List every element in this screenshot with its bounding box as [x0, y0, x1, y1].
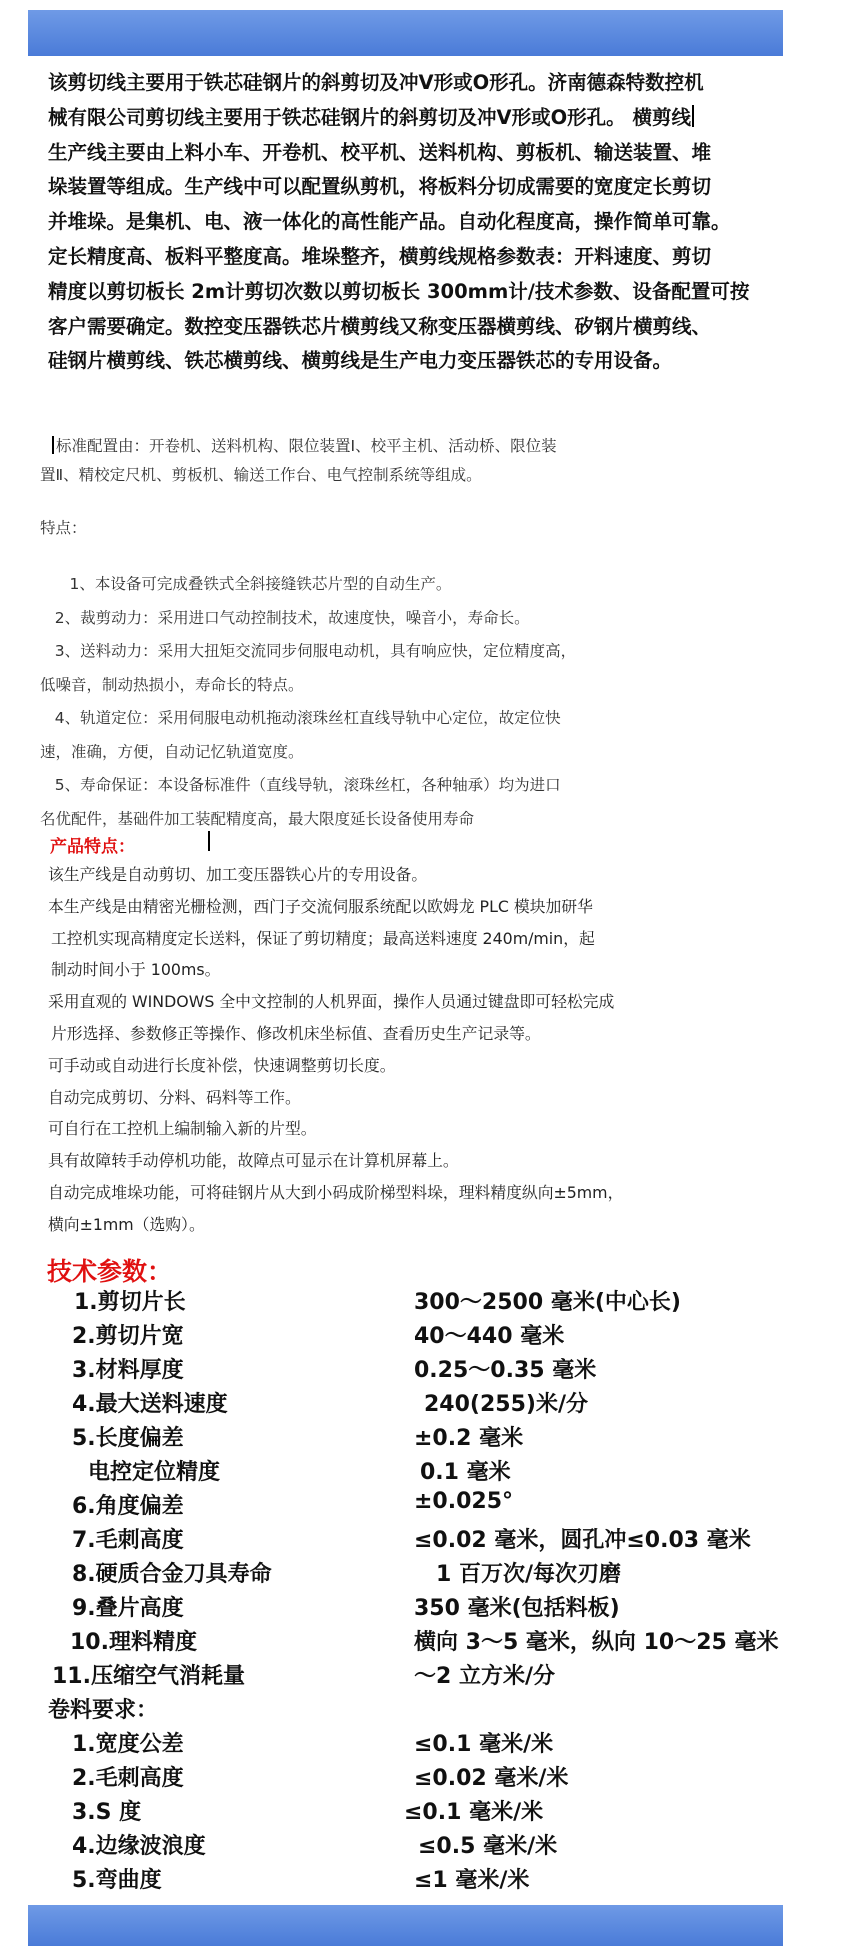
- feature-line: 5、寿命保证：本设备标准件（直线导轨，滚珠丝杠，各种轴承）均为进口: [40, 776, 561, 794]
- feature-line: 1、本设备可完成叠铁式全斜接缝铁芯片型的自动生产。: [40, 575, 452, 593]
- param-value: 300～2500 毫米(中心长): [414, 1290, 681, 1315]
- param-value: ～2 立方米/分: [414, 1664, 556, 1689]
- product-feature-line: 采用直观的 WINDOWS 全中文控制的人机界面，操作人员通过键盘即可轻松完成: [48, 992, 615, 1012]
- intro-paragraph: [48, 66, 778, 379]
- feature-line: 低噪音，制动热损小，寿命长的特点。: [40, 675, 304, 694]
- param-row: [0, 1387, 867, 1419]
- param-value: 40～440 毫米: [414, 1324, 565, 1349]
- standard-config-line: 标准配置由：开卷机、送料机构、限位装置Ⅰ、校平主机、活动桥、限位装: [40, 432, 780, 461]
- coil-label: 1.宽度公差: [72, 1732, 184, 1757]
- text-caret: [208, 831, 210, 851]
- coil-label: 3.S 度: [72, 1800, 142, 1825]
- features-heading: 特点：: [40, 519, 87, 537]
- feature-line: 2、裁剪动力：采用进口气动控制技术，故速度快，噪音小，寿命长。: [40, 608, 530, 627]
- bottom-banner-bar: [28, 1905, 783, 1946]
- param-value: ±0.2 毫米: [414, 1426, 524, 1451]
- param-label: 9.叠片高度: [72, 1596, 184, 1621]
- param-label: 2.剪切片宽: [72, 1324, 184, 1349]
- product-feature-line: 片形选择、参数修正等操作、修改机床坐标值、查看历史生产记录等。: [51, 1023, 541, 1043]
- intro-line: 客户需要确定。数控变压器铁芯片横剪线又称变压器横剪线、矽钢片横剪线、: [48, 314, 712, 338]
- product-feature-line: 自动完成堆垛功能，可将硅钢片从大到小码成阶梯型料垛，理料精度纵向±5mm，: [48, 1182, 624, 1202]
- product-feature-line: 可手动或自动进行长度补偿，快速调整剪切长度。: [48, 1055, 396, 1075]
- param-value: 0.25～0.35 毫米: [414, 1358, 597, 1383]
- coil-row: [0, 1727, 867, 1759]
- param-label: 4.最大送料速度: [72, 1392, 228, 1417]
- param-row: [0, 1421, 867, 1453]
- param-row: [0, 1285, 867, 1317]
- param-row: [0, 1625, 867, 1657]
- coil-value: ≤0.1 毫米/米: [404, 1800, 544, 1825]
- standard-config-line: 置Ⅱ、精校定尺机、剪板机、输送工作台、电气控制系统等组成。: [40, 466, 482, 484]
- param-label: 5.长度偏差: [72, 1426, 184, 1451]
- coil-label: 2.毛刺高度: [72, 1766, 184, 1791]
- coil-value: ≤0.5 毫米/米: [418, 1834, 558, 1859]
- param-label: 10.理料精度: [70, 1630, 197, 1655]
- intro-line: 该剪切线主要用于铁芯硅钢片的斜剪切及冲Ⅴ形或O形孔。济南德森特数控机: [48, 71, 704, 94]
- param-label: 8.硬质合金刀具寿命: [72, 1562, 272, 1587]
- param-label: 7.毛刺高度: [72, 1528, 184, 1553]
- tech-params-heading: 技术参数：: [47, 1257, 173, 1286]
- coil-row: [0, 1829, 867, 1861]
- standard-config-paragraph: [40, 432, 780, 490]
- product-feature-line: 本生产线是由精密光栅检测，西门子交流伺服系统配以欧姆龙 PLC 模块加研华: [48, 896, 593, 916]
- param-value: 1 百万次/每次刃磨: [436, 1562, 622, 1587]
- coil-row: [0, 1795, 867, 1827]
- text-caret: [692, 105, 694, 127]
- product-feature-line: 自动完成剪切、分料、码料等工作。: [48, 1087, 301, 1107]
- param-value: ±0.025°: [414, 1489, 514, 1514]
- intro-line: 精度以剪切板长 2m计剪切次数以剪切板长 300mm计/技术参数、设备配置可按: [48, 279, 750, 303]
- coil-value: ≤0.02 毫米/米: [414, 1766, 569, 1791]
- coil-value: ≤0.1 毫米/米: [414, 1732, 554, 1757]
- param-label: 1.剪切片长: [74, 1290, 186, 1315]
- coil-label: 5.弯曲度: [72, 1868, 162, 1893]
- param-value: 0.1 毫米: [420, 1460, 511, 1485]
- coil-row: [0, 1863, 867, 1895]
- product-feature-line: 具有故障转手动停机功能，故障点可显示在计算机屏幕上。: [48, 1151, 459, 1171]
- coil-row: [0, 1761, 867, 1793]
- text-caret: [52, 436, 54, 454]
- product-feature-line: 制动时间小于 100ms。: [51, 960, 221, 980]
- intro-line: 生产线主要由上料小车、开卷机、校平机、送料机构、剪板机、输送装置、堆: [48, 140, 712, 164]
- intro-line: 定长精度高、板料平整度高。堆垛整齐，横剪线规格参数表：开料速度、剪切: [48, 244, 712, 268]
- param-row: [0, 1455, 867, 1487]
- intro-line: 垛装置等组成。生产线中可以配置纵剪机，将板料分切成需要的宽度定长剪切: [48, 175, 712, 199]
- param-value: 350 毫米(包括料板): [414, 1596, 620, 1621]
- feature-line: 速，准确，方便，自动记忆轨道宽度。: [40, 742, 304, 761]
- param-label: 电控定位精度: [88, 1460, 221, 1485]
- param-row: [0, 1489, 867, 1521]
- product-feature-line: 横向±1mm（选购）。: [48, 1214, 205, 1234]
- feature-line: 4、轨道定位：采用伺服电动机拖动滚珠丝杠直线导轨中心定位，故定位快: [40, 709, 561, 727]
- intro-line: 并堆垛。是集机、电、液一体化的高性能产品。自动化程度高，操作简单可靠。: [48, 210, 731, 234]
- product-features-list: [48, 859, 788, 1241]
- product-features-heading: 产品特点：: [50, 837, 135, 857]
- param-row: [0, 1319, 867, 1351]
- param-value: 240(255)米/分: [424, 1392, 588, 1417]
- param-row: [0, 1523, 867, 1555]
- param-label: 11.压缩空气消耗量: [52, 1664, 245, 1689]
- param-label: 6.角度偏差: [72, 1494, 184, 1519]
- param-label: 3.材料厚度: [72, 1358, 184, 1383]
- param-row: [0, 1353, 867, 1385]
- intro-line: 硅钢片横剪线、铁芯横剪线、横剪线是生产电力变压器铁芯的专用设备。: [48, 349, 673, 373]
- param-row: [0, 1659, 867, 1691]
- coil-value: ≤1 毫米/米: [414, 1868, 530, 1893]
- features-list: [40, 568, 780, 836]
- param-row: [0, 1557, 867, 1589]
- param-row: [0, 1591, 867, 1623]
- product-feature-line: 可自行在工控机上编制输入新的片型。: [48, 1119, 317, 1139]
- coil-label: 4.边缘波浪度: [72, 1834, 206, 1859]
- top-banner-bar: [28, 10, 783, 56]
- feature-line: 名优配件，基础件加工装配精度高，最大限度延长设备使用寿命: [40, 809, 475, 828]
- coil-requirements-heading: 卷料要求：: [48, 1698, 159, 1723]
- product-feature-line: 该生产线是自动剪切、加工变压器铁心片的专用设备。: [48, 865, 428, 884]
- product-feature-line: 工控机实现高精度定长送料，保证了剪切精度；最高送料速度 240m/min，起: [51, 928, 595, 948]
- param-value: 横向 3～5 毫米，纵向 10～25 毫米: [414, 1630, 779, 1655]
- feature-line: 3、送料动力：采用大扭矩交流同步伺服电动机，具有响应快，定位精度高，: [40, 642, 577, 660]
- intro-line: 械有限公司剪切线主要用于铁芯硅钢片的斜剪切及冲Ⅴ形或O形孔。 横剪线: [48, 101, 778, 136]
- param-value: ≤0.02 毫米，圆孔冲≤0.03 毫米: [414, 1528, 751, 1553]
